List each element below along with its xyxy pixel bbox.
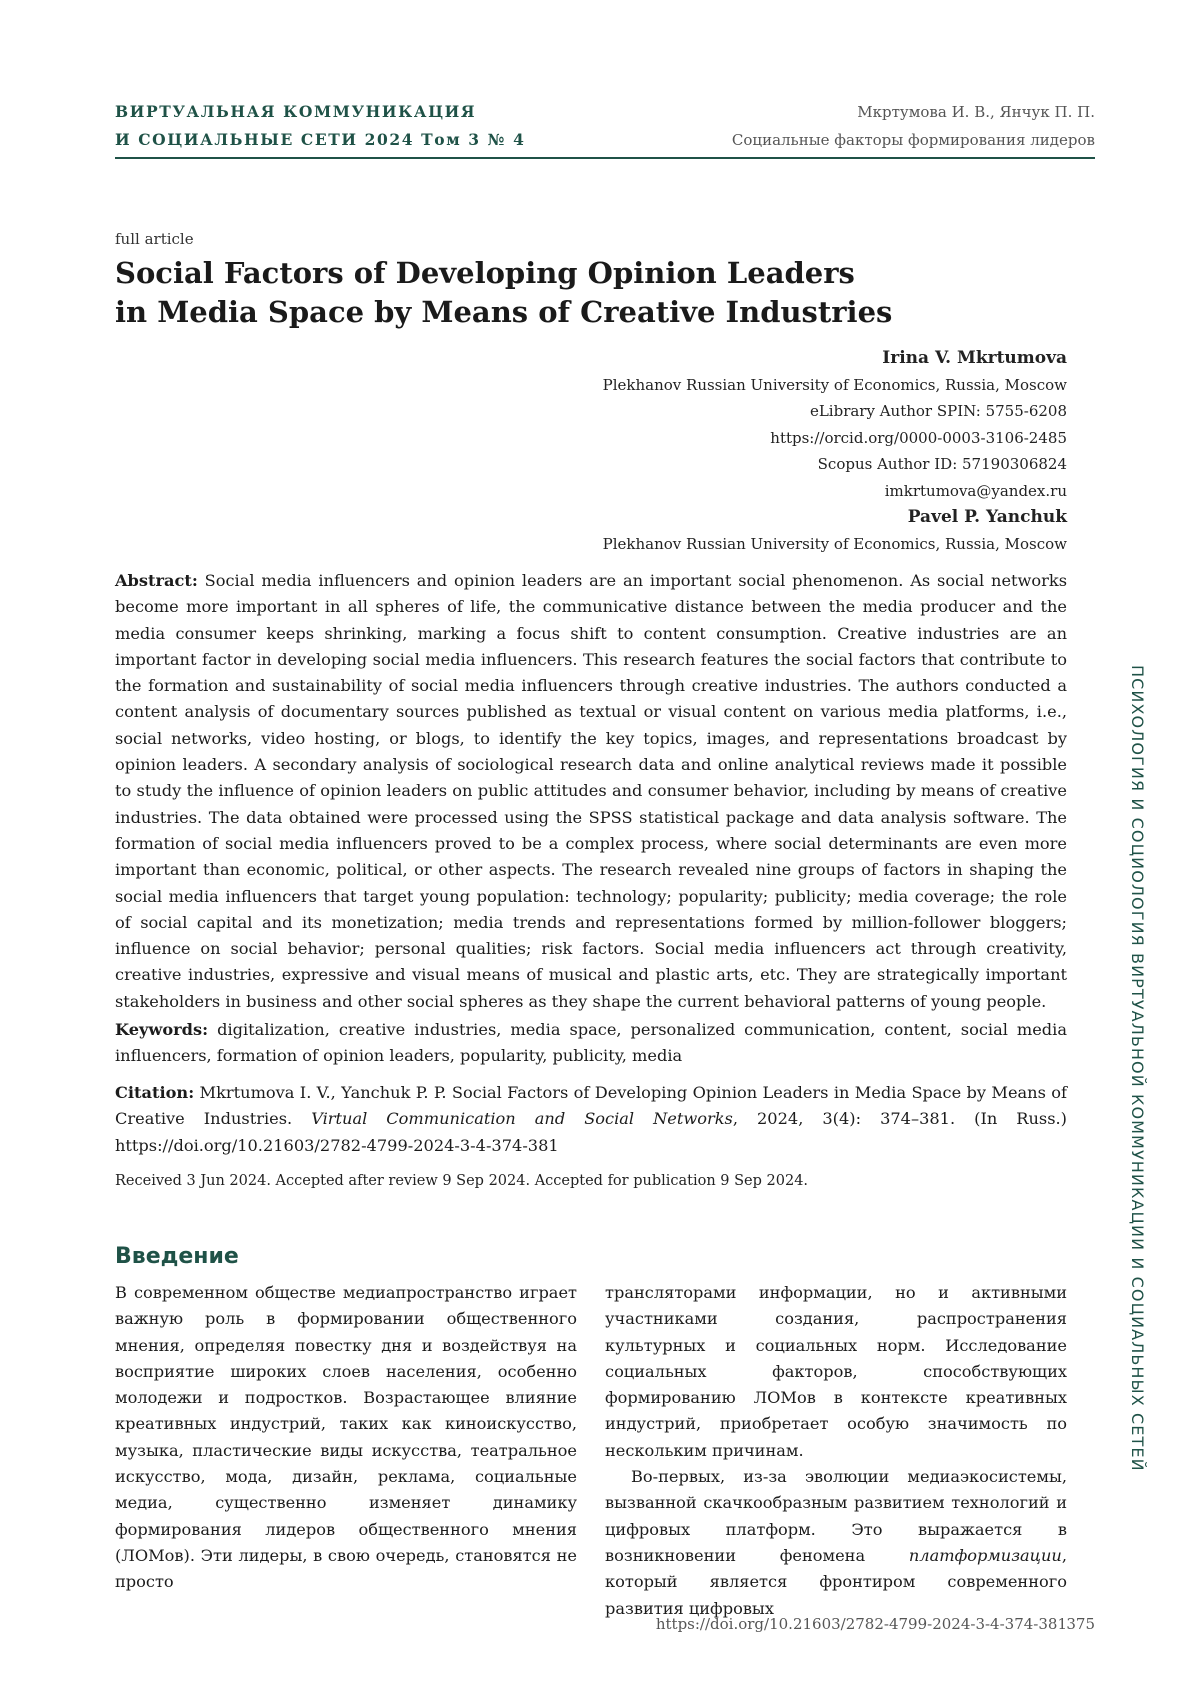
article-type: full article: [115, 230, 194, 248]
body-column-left: [115, 1280, 577, 1596]
journal-title: [115, 98, 526, 154]
header-divider: [115, 157, 1095, 159]
running-authors: Мкртумова И. В., Янчук П. П.: [857, 103, 1095, 121]
citation-journal: Virtual Communication and Social Networks: [311, 1109, 733, 1129]
running-header: [732, 98, 1095, 154]
keywords: [115, 1017, 1067, 1070]
article-title: [115, 254, 915, 332]
body-column-right: [605, 1280, 1067, 1622]
citation-details: , 2024, 3(4): 374–381. (In Russ.) https://doi.org/10.21603/2782-4799-2024-3-4-374-381: [115, 1109, 1067, 1155]
author-name: Pavel P. Yanchuk: [907, 507, 1067, 527]
author-email-link[interactable]: imkrtumova@yandex.ru: [884, 481, 1067, 500]
author-affiliation: Plekhanov Russian University of Economics, Russia, Moscow: [602, 375, 1067, 394]
paragraph: трансляторами информации, но и активными участниками создания, распространения культурных и социальных норм. Исследование социальных факторов, способствующих формированию ЛОМов в контексте креативных индустрий, приобретает особую значимость по нескольким причинам.: [605, 1283, 1067, 1460]
title-line1: Social Factors of Developing Opinion Leaders: [115, 256, 855, 290]
vertical-journal-title: ПСИХОЛОГИЯ И СОЦИОЛОГИЯ ВИРТУАЛЬНОЙ КОММУНИКАЦИИ И СОЦИАЛЬНЫХ СЕТЕЙ: [1128, 665, 1147, 1472]
paragraph-text: Во-первых, из-за эволюции медиаэкосистемы, вызванной скачкообразным развитием технологий и цифровых платформ. Это выражается в возникновении феномена: [605, 1467, 1067, 1565]
footer-doi-link[interactable]: https://doi.org/10.21603/2782-4799-2024-3-4-374-381: [655, 1615, 1067, 1633]
citation: [115, 1080, 1067, 1159]
citation-text: Mkrtumova I. V., Yanchuk P. P. Social Factors of Developing Opinion Leaders in Media Space by Means of Creative Industries.: [115, 1083, 1067, 1129]
journal-title-line1: ВИРТУАЛЬНАЯ КОММУНИКАЦИЯ: [115, 102, 477, 121]
paragraph-text: , который является фронтиром современного развития цифровых: [605, 1545, 1067, 1618]
paragraph: [605, 1464, 1067, 1622]
page-number: 375: [1066, 1615, 1095, 1633]
title-line2: in Media Space by Means of Creative Industries: [115, 295, 893, 329]
italic-term: платформизации: [908, 1545, 1062, 1565]
author-orcid-link[interactable]: https://orcid.org/0000-0003-3106-2485: [770, 428, 1067, 447]
author-name: Irina V. Mkrtumova: [882, 348, 1067, 368]
section-heading: Введение: [115, 1244, 239, 1269]
author-block: [603, 345, 1067, 557]
abstract: [115, 568, 1067, 1015]
author-affiliation: Plekhanov Russian University of Economics, Russia, Moscow: [602, 534, 1067, 553]
abstract-label: Abstract:: [115, 571, 198, 590]
journal-title-line2: И СОЦИАЛЬНЫЕ СЕТИ 2024 Том 3 № 4: [115, 130, 526, 149]
author-scopus-id: Scopus Author ID: 57190306824: [817, 455, 1067, 473]
received-dates: Received 3 Jun 2024. Accepted after review 9 Sep 2024. Accepted for publication 9 Sep 2024.: [115, 1173, 809, 1189]
author-spin: eLibrary Author SPIN: 5755-6208: [809, 402, 1067, 420]
keywords-label: Keywords:: [115, 1020, 209, 1039]
keywords-text: digitalization, creative industries, media space, personalized communication, content, social media influencers, formation of opinion leaders, popularity, publicity, media: [115, 1020, 1067, 1066]
paragraph: В современном обществе медиапространство играет важную роль в формировании общественного мнения, определяя повестку дня и воздействуя на восприятие широких слоев населения, особенно молодежи и подростков. Возрастающее влияние креативных индустрий, таких как киноискусство, музыка, пластические виды искусства, театральное искусство, мода, дизайн, реклама, социальные медиа, существенно изменяет динамику формирования лидеров общественного мнения (ЛОМов). Эти лидеры, в свою очередь, становятся не просто: [115, 1283, 577, 1592]
citation-label: Citation:: [115, 1083, 195, 1102]
running-title: Социальные факторы формирования лидеров: [731, 131, 1095, 149]
abstract-text: Social media influencers and opinion leaders are an important social phenomenon. As social networks become more important in all spheres of life, the communicative distance between the media producer and the media consumer keeps shrinking, marking a focus shift to content consumption. Creative industries are an important factor in developing social media influencers. This research features the social factors that contribute to the formation and sustainability of social media influencers through creative industries. The authors conducted a content analysis of documentary sources published as textual or visual content on various media platforms, i.e., social networks, video hosting, or blogs, to identify the key topics, images, and representations broadcast by opinion leaders. A secondary analysis of sociological research data and online analytical reviews made it possible to study the influence of opinion leaders on public attitudes and consumer behavior, including by means of creative industries. The data obtained were processed using the SPSS statistical package and data analysis software. The formation of social media influencers proved to be a complex process, where social determinants are even more important than economic, political, or other aspects. The research revealed nine groups of factors in shaping the social media influencers that target young population: technology; popularity; publicity; media coverage; the role of social capital and its monetization; media trends and representations formed by million-follower bloggers; influence on social behavior; personal qualities; risk factors. Social media influencers act through creativity, creative industries, expressive and visual means of musical and plastic arts, etc. They are strategically important stakeholders in business and other social spheres as they shape the current behavioral patterns of young people.: [115, 571, 1067, 1011]
